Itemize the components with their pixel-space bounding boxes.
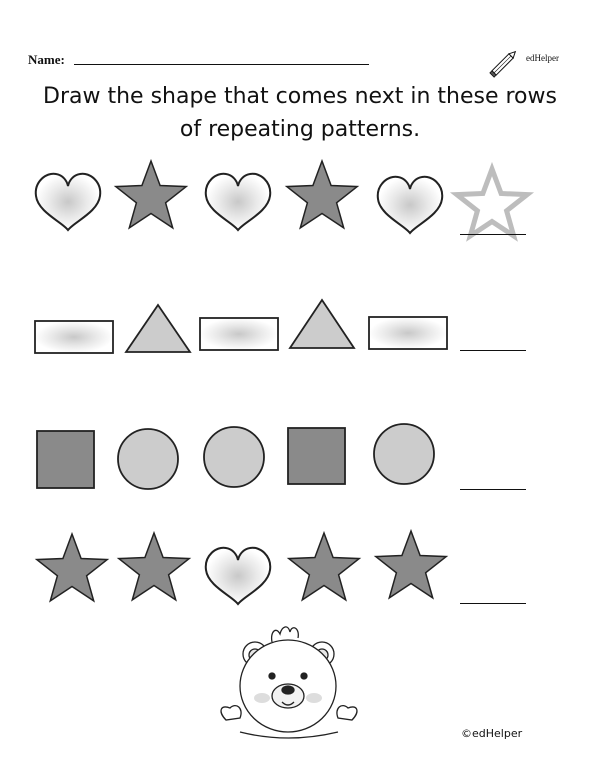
- rectangle-shape: [200, 318, 278, 350]
- rectangle-shape: [35, 321, 113, 353]
- star-shape: [289, 533, 359, 600]
- answer-line-row-3[interactable]: [460, 489, 526, 490]
- heart-shape: [206, 548, 270, 604]
- heart-shape: [206, 174, 270, 230]
- copyright-label: ©edHelper: [461, 727, 523, 740]
- square-shape: [288, 428, 345, 484]
- pattern-row-3: [37, 424, 434, 489]
- faded-star-example: [457, 169, 527, 236]
- pattern-row-1: [36, 161, 527, 236]
- pattern-row-2: [35, 300, 447, 353]
- star-shape: [287, 161, 357, 228]
- star-shape: [119, 533, 189, 600]
- circle-shape: [374, 424, 434, 484]
- pattern-row-4: [37, 531, 446, 604]
- answer-line-row-4[interactable]: [460, 603, 526, 604]
- heart-shape: [36, 174, 100, 230]
- circle-shape: [204, 427, 264, 487]
- heart-shape: [378, 177, 442, 233]
- triangle-shape: [126, 305, 190, 352]
- square-shape: [37, 431, 94, 488]
- brand-label: edHelper: [526, 53, 559, 63]
- name-label: Name:: [28, 52, 65, 67]
- bear-illustration: [210, 620, 370, 740]
- triangle-shape: [290, 300, 354, 348]
- answer-line-row-2[interactable]: [460, 350, 526, 351]
- star-shape: [116, 161, 186, 228]
- rectangle-shape: [369, 317, 447, 349]
- star-shape: [376, 531, 446, 598]
- answer-line-row-1[interactable]: [460, 234, 526, 235]
- circle-shape: [118, 429, 178, 489]
- star-shape: [37, 534, 107, 601]
- instructions-text: Draw the shape that comes next in these rows of repeating patterns.: [43, 84, 557, 142]
